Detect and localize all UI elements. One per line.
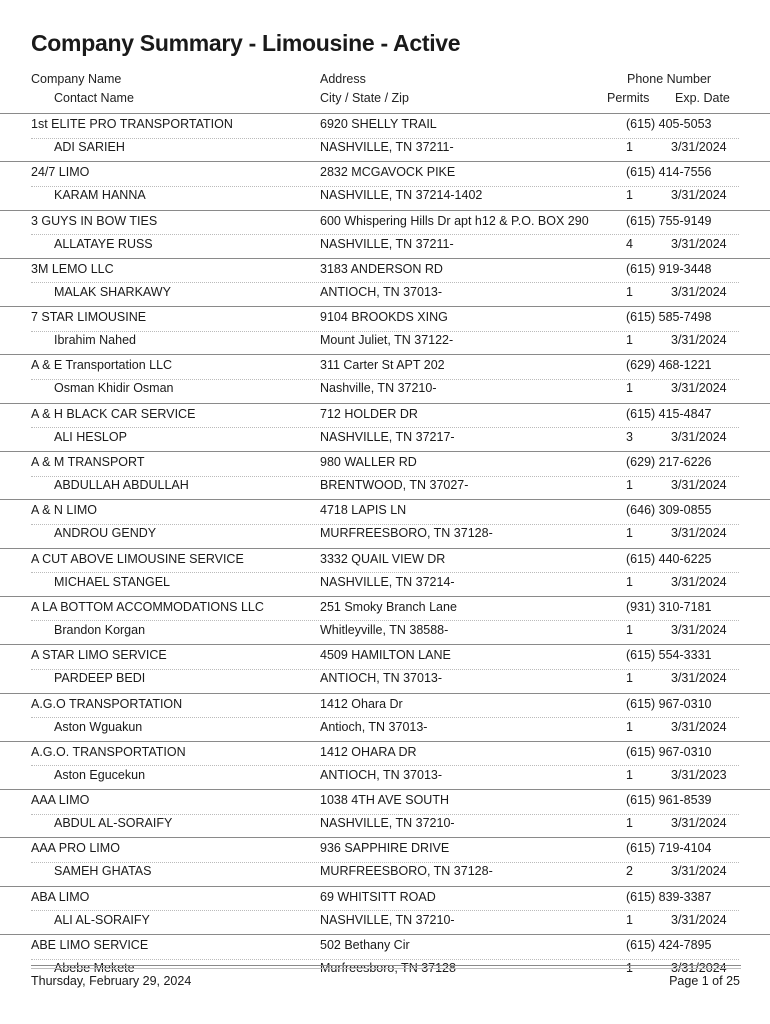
address: 600 Whispering Hills Dr apt h12 & P.O. BOX 290	[320, 213, 589, 228]
row-divider	[31, 620, 739, 621]
permits-count: 1	[626, 574, 633, 589]
address: 3183 ANDERSON RD	[320, 261, 443, 276]
row-divider	[31, 862, 739, 863]
report-title: Company Summary - Limousine - Active	[31, 30, 461, 56]
address: 936 SAPPHIRE DRIVE	[320, 841, 450, 856]
address: 4509 HAMILTON LANE	[320, 648, 451, 663]
footer-date: Thursday, February 29, 2024	[31, 974, 192, 988]
address: 1038 4TH AVE SOUTH	[320, 793, 449, 808]
phone-number: (615) 424-7895	[626, 938, 712, 953]
city-state-zip: MURFREESBORO, TN 37128-	[320, 526, 493, 541]
permits-count: 1	[626, 140, 633, 154]
exp-date: 3/31/2024	[671, 622, 727, 637]
contact-name: ALI AL-SORAIFY	[54, 912, 150, 927]
header-city-state-zip: City / State / Zip	[320, 91, 409, 105]
phone-number: (615) 919-3448	[626, 261, 712, 276]
address: 502 Bethany Cir	[320, 938, 410, 953]
contact-name: ABDULLAH ABDULLAH	[54, 478, 189, 493]
city-state-zip: Antioch, TN 37013-	[320, 719, 428, 734]
contact-name: ALLATAYE RUSS	[54, 236, 153, 251]
exp-date: 3/31/2024	[671, 188, 727, 203]
contact-name: SAMEH GHATAS	[54, 864, 152, 879]
company-name: ABA LIMO	[31, 889, 90, 904]
contact-name: ALI HESLOP	[54, 429, 127, 444]
city-state-zip: NASHVILLE, TN 37214-1402	[320, 188, 483, 203]
row-divider	[31, 524, 739, 525]
row-divider	[31, 959, 739, 960]
phone-number: (615) 414-7556	[626, 165, 712, 180]
city-state-zip: NASHVILLE, TN 37211-	[320, 140, 454, 154]
record-row	[0, 306, 770, 354]
phone-number: (931) 310-7181	[626, 599, 712, 614]
company-name: A & H BLACK CAR SERVICE	[31, 406, 196, 421]
phone-number: (615) 440-6225	[626, 551, 712, 566]
row-divider	[31, 765, 739, 766]
company-name: 1st ELITE PRO TRANSPORTATION	[31, 117, 233, 131]
permits-count: 1	[626, 816, 633, 831]
address: 980 WALLER RD	[320, 455, 417, 470]
record-row	[0, 693, 770, 741]
phone-number: (615) 967-0310	[626, 744, 712, 759]
phone-number: (615) 585-7498	[626, 310, 712, 325]
row-divider	[31, 814, 739, 815]
company-name: 24/7 LIMO	[31, 165, 90, 180]
permits-count: 1	[626, 719, 633, 734]
exp-date: 3/31/2024	[671, 671, 727, 686]
record-row	[0, 499, 770, 547]
footer-page-number: Page 1 of 25	[669, 974, 740, 988]
permits-count: 1	[626, 284, 633, 299]
company-name: A LA BOTTOM ACCOMMODATIONS LLC	[31, 599, 264, 614]
row-divider	[31, 138, 739, 139]
city-state-zip: Nashville, TN 37210-	[320, 381, 437, 396]
address: 1412 Ohara Dr	[320, 696, 403, 711]
company-name: A STAR LIMO SERVICE	[31, 648, 167, 663]
company-name: A & E Transportation LLC	[31, 358, 173, 373]
contact-name: MICHAEL STANGEL	[54, 574, 170, 589]
exp-date: 3/31/2023	[671, 767, 727, 782]
end-divider	[31, 965, 741, 966]
record-row	[0, 161, 770, 209]
contact-name: ADI SARIEH	[54, 140, 125, 154]
city-state-zip: NASHVILLE, TN 37217-	[320, 429, 455, 444]
phone-number: (615) 415-4847	[626, 406, 712, 421]
city-state-zip: Whitleyville, TN 38588-	[320, 622, 449, 637]
row-divider	[31, 282, 739, 283]
company-name: 3M LEMO LLC	[31, 261, 114, 276]
records-list	[0, 113, 770, 982]
permits-count: 1	[626, 961, 633, 976]
permits-count: 1	[626, 526, 633, 541]
permits-count: 1	[626, 767, 633, 782]
company-name: AAA PRO LIMO	[31, 841, 120, 856]
header-phone-number: Phone Number	[627, 72, 712, 86]
row-divider	[31, 669, 739, 670]
city-state-zip: Mount Juliet, TN 37122-	[320, 333, 454, 348]
phone-number: (629) 217-6226	[626, 455, 712, 470]
company-name: A CUT ABOVE LIMOUSINE SERVICE	[31, 551, 244, 566]
exp-date: 3/31/2024	[671, 574, 727, 589]
exp-date: 3/31/2024	[671, 381, 727, 396]
phone-number: (615) 839-3387	[626, 889, 712, 904]
exp-date: 3/31/2024	[671, 333, 727, 348]
phone-number: (615) 405-5053	[626, 117, 712, 131]
phone-number: (615) 554-3331	[626, 648, 712, 663]
permits-count: 2	[626, 864, 633, 879]
city-state-zip: NASHVILLE, TN 37210-	[320, 912, 455, 927]
contact-name: ANDROU GENDY	[54, 526, 157, 541]
contact-name: Aston Egucekun	[54, 767, 146, 782]
row-divider	[31, 476, 739, 477]
contact-name: ABDUL AL-SORAIFY	[54, 816, 173, 831]
city-state-zip: Murfreesboro, TN 37128-	[320, 961, 461, 976]
address: 712 HOLDER DR	[320, 406, 418, 421]
city-state-zip: NASHVILLE, TN 37211-	[320, 236, 454, 251]
company-name: 3 GUYS IN BOW TIES	[31, 213, 158, 228]
permits-count: 3	[626, 429, 633, 444]
row-divider	[31, 331, 739, 332]
permits-count: 1	[626, 478, 633, 493]
record-row	[0, 354, 770, 402]
company-name: A.G.O TRANSPORTATION	[31, 696, 183, 711]
address: 251 Smoky Branch Lane	[320, 599, 457, 614]
exp-date: 3/31/2024	[671, 526, 727, 541]
header-address: Address	[320, 72, 366, 86]
city-state-zip: NASHVILLE, TN 37210-	[320, 816, 455, 831]
record-row	[0, 789, 770, 837]
contact-name: PARDEEP BEDI	[54, 671, 146, 686]
company-name: A & N LIMO	[31, 503, 97, 518]
row-divider	[31, 717, 739, 718]
company-name: A & M TRANSPORT	[31, 455, 145, 470]
address: 311 Carter St APT 202	[320, 358, 445, 373]
company-name: AAA LIMO	[31, 793, 90, 808]
permits-count: 4	[626, 236, 633, 251]
contact-name: MALAK SHARKAWY	[54, 284, 171, 299]
phone-number: (615) 755-9149	[626, 213, 712, 228]
permits-count: 1	[626, 188, 633, 203]
company-name: ABE LIMO SERVICE	[31, 938, 149, 953]
header-permits: Permits	[607, 91, 650, 105]
exp-date: 3/31/2024	[671, 719, 727, 734]
contact-name: Brandon Korgan	[54, 622, 146, 637]
phone-number: (615) 967-0310	[626, 696, 712, 711]
permits-count: 1	[626, 622, 633, 637]
record-row	[0, 644, 770, 692]
exp-date: 3/31/2024	[671, 236, 727, 251]
record-row	[0, 451, 770, 499]
phone-number: (629) 468-1221	[626, 358, 712, 373]
record-row	[0, 886, 770, 934]
address: 3332 QUAIL VIEW DR	[320, 551, 446, 566]
exp-date: 3/31/2024	[671, 478, 727, 493]
end-divider-secondary	[31, 968, 741, 969]
city-state-zip: BRENTWOOD, TN 37027-	[320, 478, 469, 493]
row-divider	[31, 234, 739, 235]
exp-date: 3/31/2024	[671, 864, 727, 879]
city-state-zip: ANTIOCH, TN 37013-	[320, 284, 443, 299]
address: 6920 SHELLY TRAIL	[320, 117, 437, 131]
record-row	[0, 403, 770, 451]
address: 69 WHITSITT ROAD	[320, 889, 436, 904]
permits-count: 1	[626, 912, 633, 927]
city-state-zip: NASHVILLE, TN 37214-	[320, 574, 455, 589]
row-divider	[31, 379, 739, 380]
contact-name: KARAM HANNA	[54, 188, 146, 203]
city-state-zip: ANTIOCH, TN 37013-	[320, 767, 443, 782]
exp-date: 3/31/2024	[671, 912, 727, 927]
exp-date: 3/31/2024	[671, 284, 727, 299]
record-row	[0, 210, 770, 258]
phone-number: (615) 961-8539	[626, 793, 712, 808]
phone-number: (615) 719-4104	[626, 841, 712, 856]
header-contact-name: Contact Name	[54, 91, 134, 105]
contact-name: Abebe Mekete	[54, 961, 135, 976]
contact-name: Aston Wguakun	[54, 719, 143, 734]
address: 9104 BROOKDS XING	[320, 310, 448, 325]
company-name: 7 STAR LIMOUSINE	[31, 310, 147, 325]
exp-date: 3/31/2024	[671, 140, 727, 154]
header-exp-date: Exp. Date	[675, 91, 730, 105]
phone-number: (646) 309-0855	[626, 503, 712, 518]
contact-name: Ibrahim Nahed	[54, 333, 136, 348]
permits-count: 1	[626, 671, 633, 686]
record-row	[0, 741, 770, 789]
record-row	[0, 113, 770, 161]
address: 4718 LAPIS LN	[320, 503, 407, 518]
permits-count: 1	[626, 333, 633, 348]
exp-date: 3/31/2024	[671, 816, 727, 831]
company-name: A.G.O. TRANSPORTATION	[31, 744, 186, 759]
permits-count: 1	[626, 381, 633, 396]
address: 1412 OHARA DR	[320, 744, 417, 759]
row-divider	[31, 186, 739, 187]
exp-date: 3/31/2024	[671, 961, 727, 976]
city-state-zip: MURFREESBORO, TN 37128-	[320, 864, 493, 879]
row-divider	[31, 572, 739, 573]
header-company-name: Company Name	[31, 72, 122, 86]
address: 2832 MCGAVOCK PIKE	[320, 165, 456, 180]
record-row	[0, 258, 770, 306]
exp-date: 3/31/2024	[671, 429, 727, 444]
city-state-zip: ANTIOCH, TN 37013-	[320, 671, 443, 686]
record-row	[0, 548, 770, 596]
row-divider	[31, 910, 739, 911]
record-row	[0, 837, 770, 885]
row-divider	[31, 427, 739, 428]
record-row	[0, 596, 770, 644]
contact-name: Osman Khidir Osman	[54, 381, 174, 396]
